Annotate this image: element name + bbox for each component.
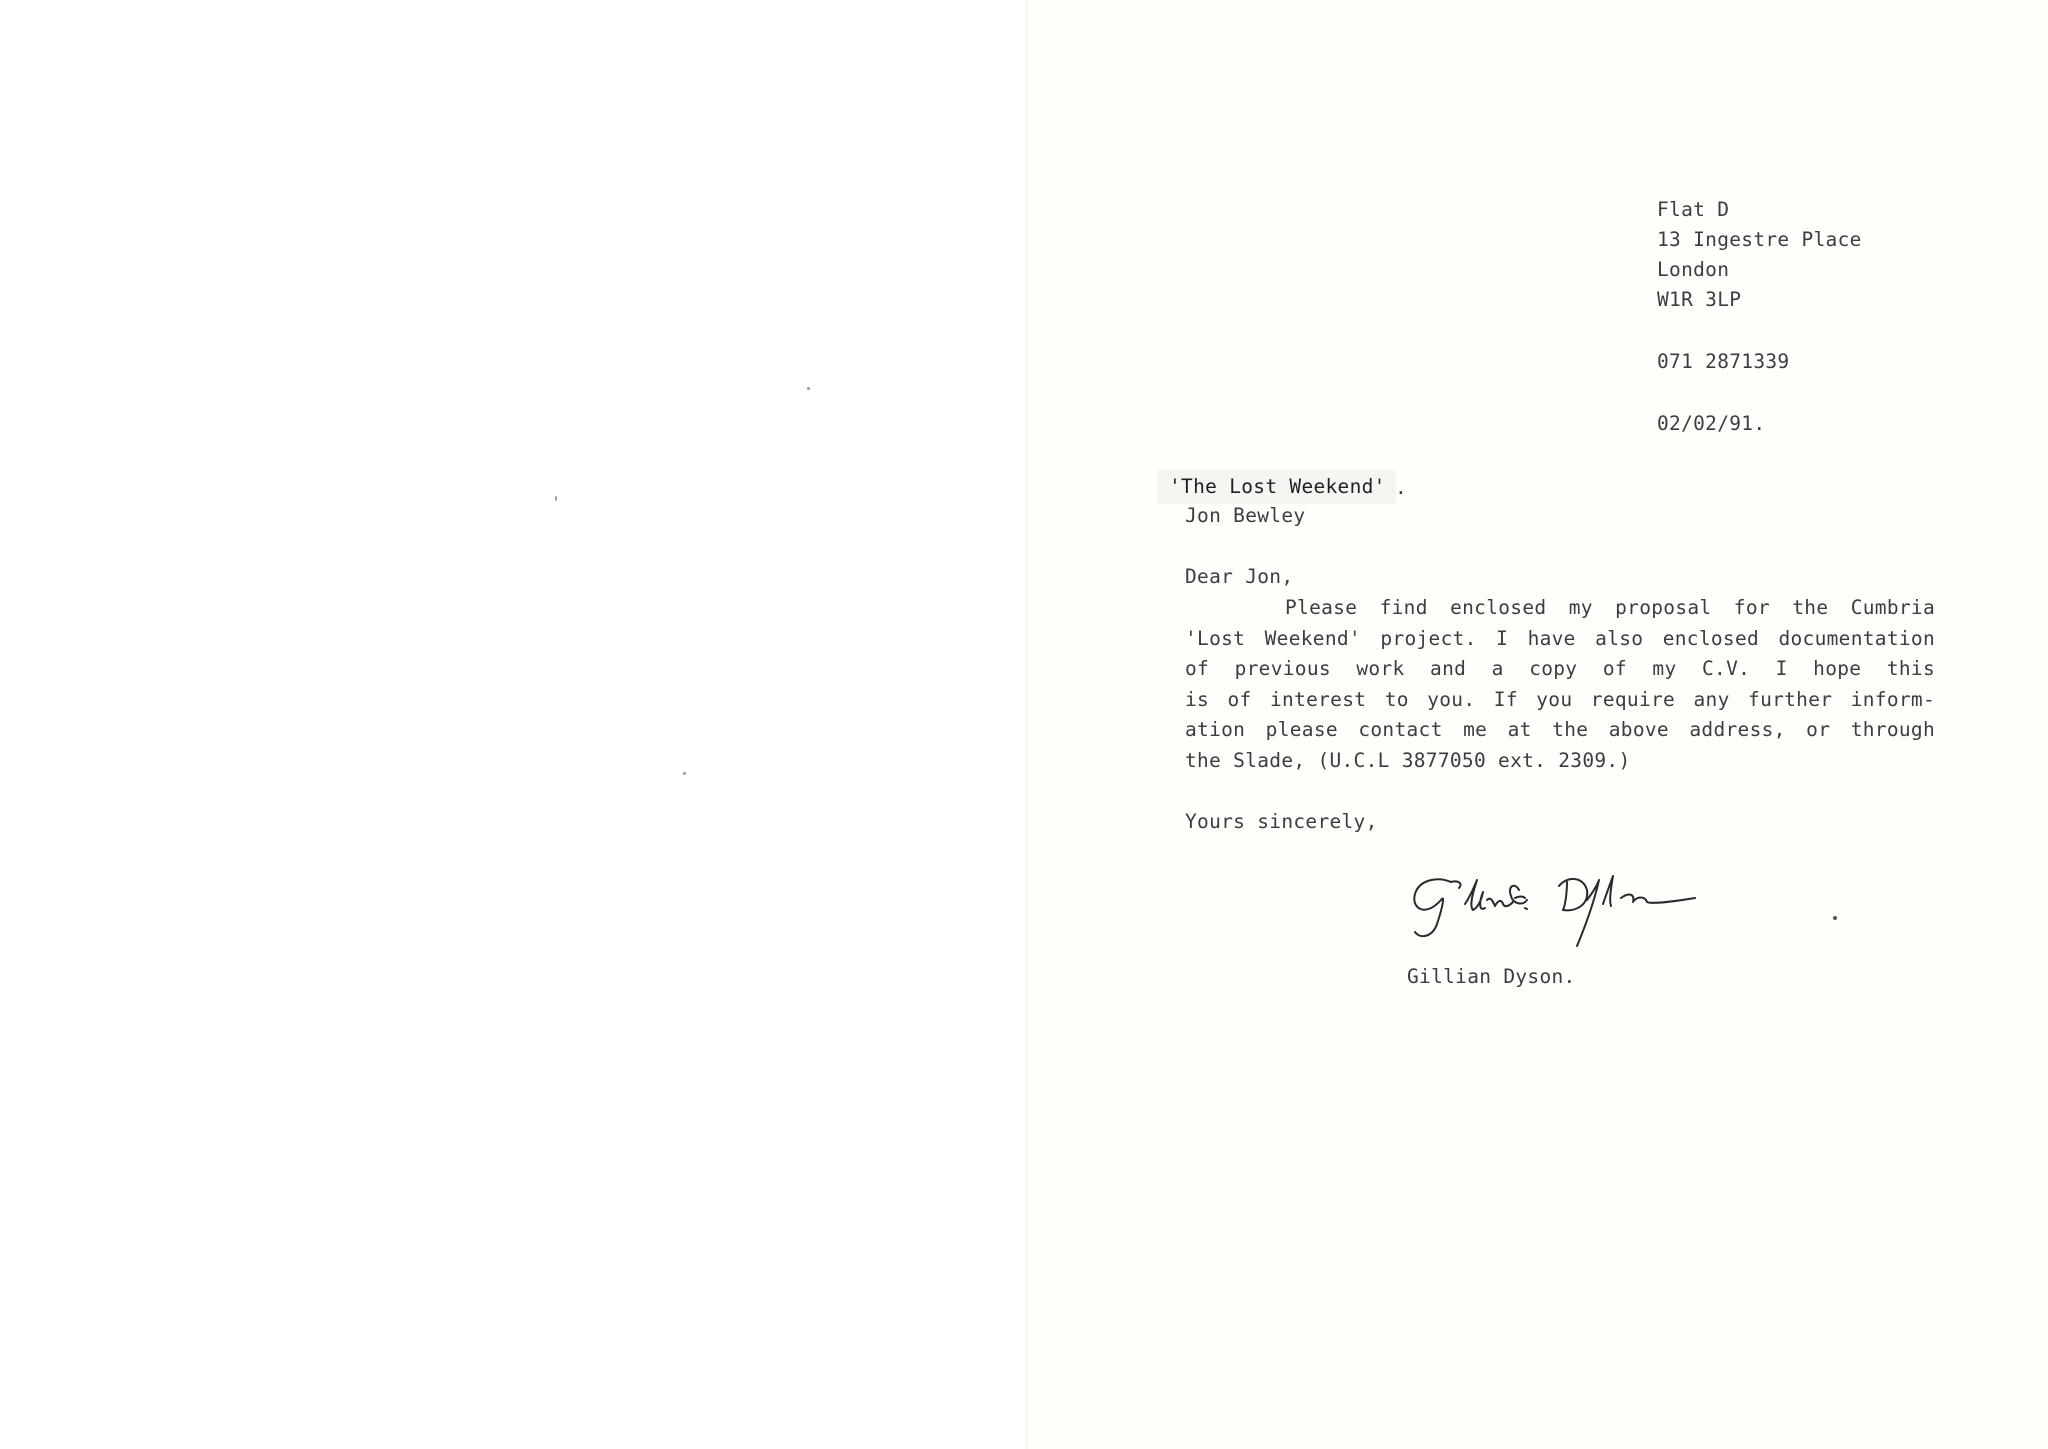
letter-page xyxy=(1026,0,2048,1449)
label-period: . xyxy=(1395,476,1407,499)
body-line: 'Lost Weekend' project. I have also enclosed documentation xyxy=(1185,626,1935,650)
body-line: of previous work and a copy of my C.V. I hope this xyxy=(1185,657,1935,680)
letter-date: 02/02/91. xyxy=(1657,412,1766,435)
paper-speck xyxy=(807,387,810,390)
typed-signatory-name: Gillian Dyson. xyxy=(1407,965,1576,988)
address-line: Flat D xyxy=(1657,198,1730,221)
closing: Yours sincerely, xyxy=(1185,810,1378,833)
address-line: 13 Ingestre Place xyxy=(1657,228,1862,251)
sender-address xyxy=(1657,195,1862,315)
handwritten-signature xyxy=(1407,862,1737,954)
body-line: ation please contact me at the above address, or through xyxy=(1185,718,1935,741)
address-line: London xyxy=(1657,258,1730,281)
body-line: Please find enclosed my proposal for the Cumbria xyxy=(1285,596,1935,619)
letter-body xyxy=(1185,593,1935,776)
recipient-name: Jon Bewley xyxy=(1185,504,1306,527)
body-line: the Slade, (U.C.L 3877050 ext. 2309.) xyxy=(1185,748,1631,772)
greeting: Dear Jon, xyxy=(1185,565,1294,588)
paper-speck xyxy=(555,496,557,501)
body-line: is of interest to you. If you require any further inform- xyxy=(1185,687,1935,711)
project-title-label: 'The Lost Weekend' xyxy=(1157,470,1396,504)
sender-phone: 071 2871339 xyxy=(1657,350,1790,373)
address-line: W1R 3LP xyxy=(1657,288,1742,311)
signature-dot xyxy=(1833,916,1837,920)
paper-speck xyxy=(683,772,686,775)
